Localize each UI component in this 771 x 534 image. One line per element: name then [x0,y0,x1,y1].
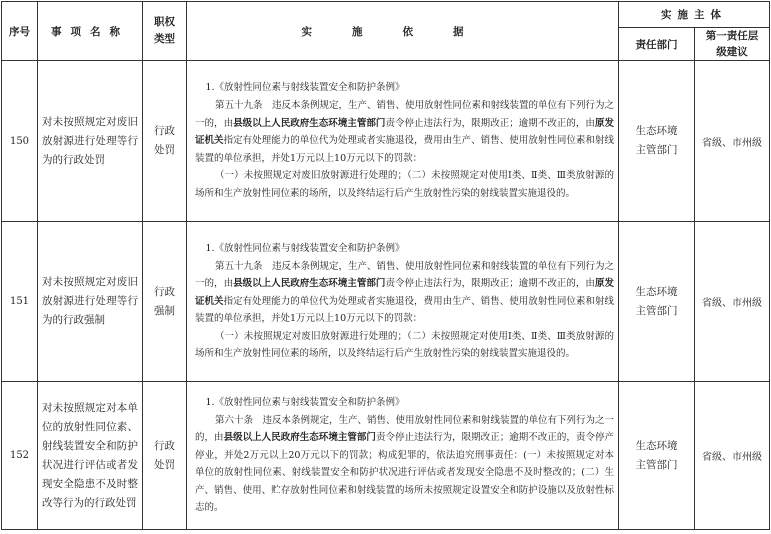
row-name: 对未按照规定对废旧放射源进行处理等行为的行政强制 [38,222,143,382]
row-type: 行政处罚 [143,382,187,530]
row-name: 对未按照规定对废旧放射源进行处理等行为的行政处罚 [38,61,143,222]
basis-paragraph: 第六十条 违反本条例规定，生产、销售、使用放射性同位素和射线装置的单位有下列行为之一的，由县级以上人民政府生态环境主管部门责令停止违法行为，限期改正；逾期不改正的，责令停产停业，并处2万元以上20万元以下的罚款；构成犯罪的，依法追究刑事责任：(一）未按照规定对本单位的放射性同位素、射线装置安全和防护状况进行评估或者发现安全隐患不及时整改的；(二）生产、销售、使用、贮存放射性同位素和射线装置的场所未按照规定设置安全和防护设施以及放射性标志的。 [195,414,614,514]
row-dept: 生态环境主管部门 [619,222,695,382]
row-level: 省级、市州级 [695,222,770,382]
table-row [2,61,770,222]
header-subject: 实施主体 [619,2,770,28]
row-level: 省级、市州级 [695,61,770,222]
table-row [2,222,770,382]
header-basis: 实施依据 [187,2,619,61]
row-index: 151 [2,222,38,382]
table-row [2,382,770,530]
basis-paragraph: 第五十九条 违反本条例规定，生产、销售、使用放射性同位素和射线装置的单位有下列行为之一的，由县级以上人民政府生态环境主管部门责令停止违法行为，限期改正；逾期不改正的，由原发证机关指定有处理能力的单位代为处理或者实施退役，费用由生产、销售、使用放射性同位素和射线装置的单位承担，并处1万元以上10万元以下的罚款： [195,260,614,325]
row-dept: 生态环境主管部门 [619,382,695,530]
basis-title: 1.《放射性同位素与射线装置安全和防护条例》 [205,396,405,408]
row-basis [187,382,619,530]
row-basis [187,222,619,382]
row-index: 152 [2,382,38,530]
row-type: 行政处罚 [143,61,187,222]
header-type: 职权类型 [143,2,187,61]
header-dept: 责任部门 [619,28,695,61]
row-level: 省级、市州级 [695,382,770,530]
enforcement-table [1,1,770,530]
basis-paragraph: （一）未按照规定对废旧放射源进行处理的；（二）未按照规定对使用Ⅰ类、Ⅱ类、Ⅲ类放射源的场所和生产放射性同位素的场所，以及终结运行后产生放射性污染的射线装置实施退役的。 [195,330,614,360]
row-dept: 生态环境主管部门 [619,61,695,222]
header-index: 序号 [2,2,38,61]
row-name: 对未按照规定对本单位的放射性同位素、射线装置安全和防护状况进行评估或者发现安全隐患不及时整改等行为的行政处罚 [38,382,143,530]
basis-title: 1.《放射性同位素与射线装置安全和防护条例》 [205,242,405,254]
row-basis [187,61,619,222]
header-level: 第一责任层级建议 [695,28,770,61]
row-index: 150 [2,61,38,222]
basis-paragraph: （一）未按照规定对废旧放射源进行处理的；（二）未按照规定对使用Ⅰ类、Ⅱ类、Ⅲ类放射源的场所和生产放射性同位素的场所，以及终结运行后产生放射性污染的射线装置实施退役的。 [195,170,614,199]
basis-title: 1.《放射性同位素与射线装置安全和防护条例》 [205,82,405,94]
row-type: 行政强制 [143,222,187,382]
basis-paragraph: 第五十九条 违反本条例规定，生产、销售、使用放射性同位素和射线装置的单位有下列行为之一的，由县级以上人民政府生态环境主管部门责令停止违法行为，限期改正；逾期不改正的，由原发证机关指定有处理能力的单位代为处理或者实施退役，费用由生产、销售、使用放射性同位素和射线装置的单位承担，并处1万元以上10万元以下的罚款： [195,100,614,164]
header-name: 事项名称 [38,2,143,61]
